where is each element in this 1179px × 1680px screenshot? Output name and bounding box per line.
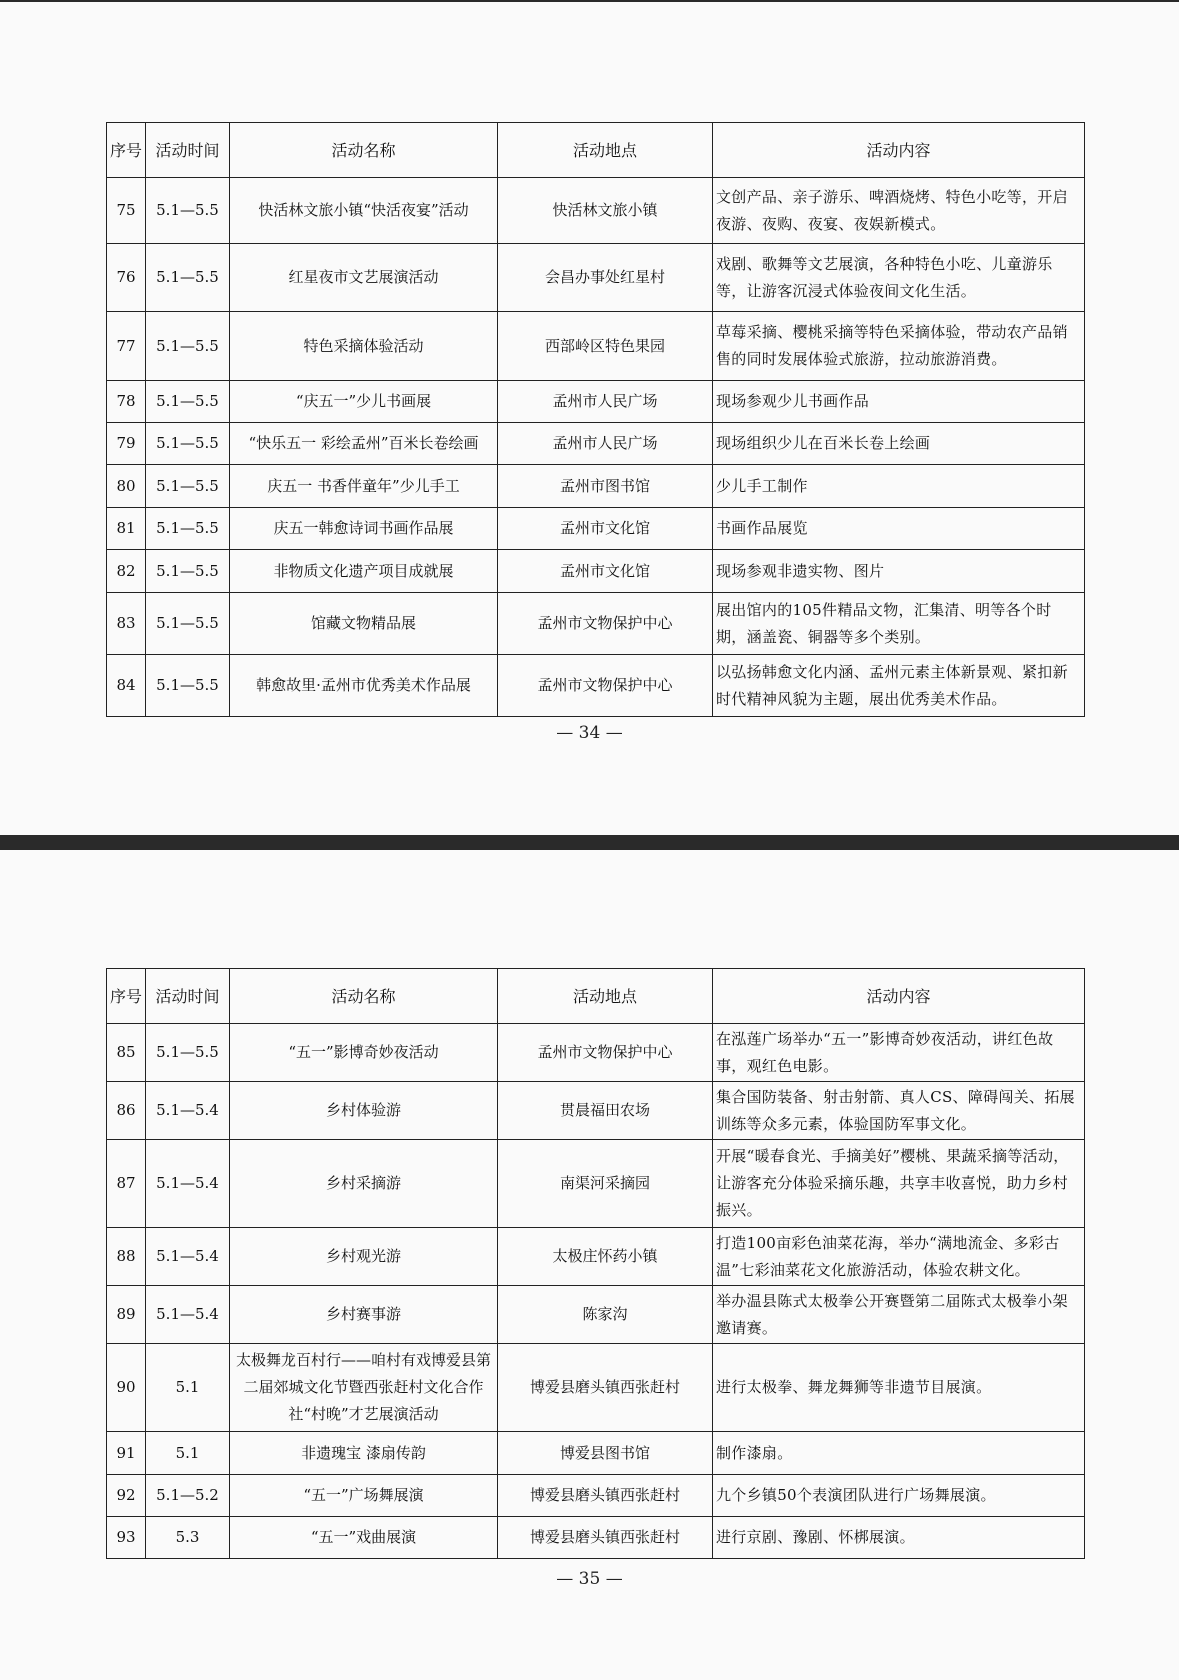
table-row [107, 312, 1085, 381]
table-row [107, 1082, 1085, 1140]
cell-name: 韩愈故里·孟州市优秀美术作品展 [230, 655, 498, 717]
cell-name: “五一”广场舞展演 [230, 1475, 498, 1517]
document-page-34 [0, 2, 1179, 835]
cell-content: 九个乡镇50个表演团队进行广场舞展演。 [713, 1475, 1085, 1517]
cell-time: 5.1—5.5 [146, 508, 230, 550]
cell-name: 乡村赛事游 [230, 1286, 498, 1344]
header-content: 活动内容 [713, 969, 1085, 1024]
table-row [107, 423, 1085, 465]
cell-time: 5.1—5.5 [146, 312, 230, 381]
cell-place: 孟州市图书馆 [498, 465, 713, 508]
cell-no: 78 [107, 381, 146, 423]
cell-name: 太极舞龙百村行——咱村有戏博爱县第二届郊城文化节暨西张赶村文化合作社“村晚”才艺展演活动 [230, 1344, 498, 1432]
cell-content: 在泓莲广场举办“五一”影博奇妙夜活动，讲红色故事，观红色电影。 [713, 1024, 1085, 1082]
cell-content: 文创产品、亲子游乐、啤酒烧烤、特色小吃等，开启夜游、夜购、夜宴、夜娱新模式。 [713, 178, 1085, 244]
header-name: 活动名称 [230, 123, 498, 178]
table-row [107, 1228, 1085, 1286]
cell-name: 乡村观光游 [230, 1228, 498, 1286]
cell-content: 书画作品展览 [713, 508, 1085, 550]
cell-no: 81 [107, 508, 146, 550]
cell-no: 86 [107, 1082, 146, 1140]
cell-name: 乡村体验游 [230, 1082, 498, 1140]
cell-content: 进行京剧、豫剧、怀梆展演。 [713, 1517, 1085, 1559]
cell-content: 制作漆扇。 [713, 1432, 1085, 1475]
cell-no: 89 [107, 1286, 146, 1344]
cell-no: 82 [107, 550, 146, 593]
cell-name: 馆藏文物精品展 [230, 593, 498, 655]
cell-no: 84 [107, 655, 146, 717]
header-name: 活动名称 [230, 969, 498, 1024]
cell-content: 草莓采摘、樱桃采摘等特色采摘体验，带动农产品销售的同时发展体验式旅游，拉动旅游消费。 [713, 312, 1085, 381]
cell-place: 孟州市人民广场 [498, 423, 713, 465]
cell-content: 打造100亩彩色油菜花海，举办“满地流金、多彩古温”七彩油菜花文化旅游活动，体验农耕文化。 [713, 1228, 1085, 1286]
cell-no: 92 [107, 1475, 146, 1517]
cell-content: 现场组织少儿在百米长卷上绘画 [713, 423, 1085, 465]
cell-name: 庆五一 书香伴童年”少儿手工 [230, 465, 498, 508]
cell-time: 5.1—5.5 [146, 244, 230, 312]
cell-name: “庆五一”少儿书画展 [230, 381, 498, 423]
cell-no: 79 [107, 423, 146, 465]
cell-content: 戏剧、歌舞等文艺展演，各种特色小吃、儿童游乐等，让游客沉浸式体验夜间文化生活。 [713, 244, 1085, 312]
header-no: 序号 [107, 123, 146, 178]
cell-place: 孟州市文物保护中心 [498, 593, 713, 655]
cell-place: 南渠河采摘园 [498, 1140, 713, 1228]
cell-place: 快活林文旅小镇 [498, 178, 713, 244]
cell-content: 开展“暖春食光、手摘美好”樱桃、果蔬采摘等活动，让游客充分体验采摘乐趣，共享丰收喜悦，助力乡村振兴。 [713, 1140, 1085, 1228]
cell-content: 现场参观非遗实物、图片 [713, 550, 1085, 593]
cell-time: 5.1—5.4 [146, 1286, 230, 1344]
cell-name: 快活林文旅小镇“快活夜宴”活动 [230, 178, 498, 244]
cell-time: 5.1—5.5 [146, 655, 230, 717]
cell-no: 76 [107, 244, 146, 312]
cell-place: 孟州市文物保护中心 [498, 655, 713, 717]
cell-name: “五一”戏曲展演 [230, 1517, 498, 1559]
cell-name: 非遗瑰宝 漆扇传韵 [230, 1432, 498, 1475]
cell-time: 5.3 [146, 1517, 230, 1559]
cell-name: “五一”影博奇妙夜活动 [230, 1024, 498, 1082]
cell-content: 少儿手工制作 [713, 465, 1085, 508]
cell-content: 以弘扬韩愈文化内涵、孟州元素主体新景观、紧扣新时代精神风貌为主题，展出优秀美术作品。 [713, 655, 1085, 717]
table-row [107, 244, 1085, 312]
cell-place: 孟州市文物保护中心 [498, 1024, 713, 1082]
table-row [107, 465, 1085, 508]
cell-name: 红星夜市文艺展演活动 [230, 244, 498, 312]
cell-place: 孟州市文化馆 [498, 508, 713, 550]
table-row [107, 1475, 1085, 1517]
activity-table [106, 968, 1085, 1559]
cell-place: 孟州市文化馆 [498, 550, 713, 593]
table-row [107, 178, 1085, 244]
table-row [107, 381, 1085, 423]
cell-place: 贯晨福田农场 [498, 1082, 713, 1140]
document-page-35 [0, 850, 1179, 1680]
header-time: 活动时间 [146, 123, 230, 178]
cell-time: 5.1—5.5 [146, 178, 230, 244]
cell-no: 87 [107, 1140, 146, 1228]
cell-place: 西部岭区特色果园 [498, 312, 713, 381]
table-row [107, 1024, 1085, 1082]
cell-no: 88 [107, 1228, 146, 1286]
cell-time: 5.1—5.5 [146, 1024, 230, 1082]
cell-time: 5.1—5.5 [146, 550, 230, 593]
cell-place: 博爱县磨头镇西张赶村 [498, 1517, 713, 1559]
table-row [107, 655, 1085, 717]
cell-time: 5.1—5.5 [146, 423, 230, 465]
cell-place: 会昌办事处红星村 [498, 244, 713, 312]
cell-name: 庆五一韩愈诗词书画作品展 [230, 508, 498, 550]
cell-content: 举办温县陈式太极拳公开赛暨第二届陈式太极拳小架邀请赛。 [713, 1286, 1085, 1344]
cell-content: 进行太极拳、舞龙舞狮等非遗节目展演。 [713, 1344, 1085, 1432]
cell-place: 博爱县磨头镇西张赶村 [498, 1344, 713, 1432]
cell-name: 特色采摘体验活动 [230, 312, 498, 381]
header-no: 序号 [107, 969, 146, 1024]
table-row [107, 508, 1085, 550]
table-row [107, 593, 1085, 655]
activity-table [106, 122, 1085, 717]
cell-time: 5.1—5.5 [146, 381, 230, 423]
cell-time: 5.1—5.5 [146, 593, 230, 655]
cell-name: “快乐五一 彩绘孟州”百米长卷绘画 [230, 423, 498, 465]
cell-no: 80 [107, 465, 146, 508]
cell-no: 90 [107, 1344, 146, 1432]
cell-time: 5.1—5.4 [146, 1082, 230, 1140]
table-row [107, 1432, 1085, 1475]
cell-time: 5.1—5.4 [146, 1228, 230, 1286]
table-row [107, 1140, 1085, 1228]
header-content: 活动内容 [713, 123, 1085, 178]
cell-time: 5.1 [146, 1432, 230, 1475]
cell-time: 5.1—5.4 [146, 1140, 230, 1228]
cell-no: 91 [107, 1432, 146, 1475]
cell-no: 75 [107, 178, 146, 244]
cell-place: 博爱县图书馆 [498, 1432, 713, 1475]
table-header-row [107, 123, 1085, 178]
cell-no: 83 [107, 593, 146, 655]
header-time: 活动时间 [146, 969, 230, 1024]
cell-content: 展出馆内的105件精品文物，汇集清、明等各个时期，涵盖瓷、铜器等多个类别。 [713, 593, 1085, 655]
cell-no: 77 [107, 312, 146, 381]
cell-no: 93 [107, 1517, 146, 1559]
cell-name: 乡村采摘游 [230, 1140, 498, 1228]
page-number: — 35 — [556, 1569, 623, 1589]
cell-place: 太极庄怀药小镇 [498, 1228, 713, 1286]
cell-no: 85 [107, 1024, 146, 1082]
table-row [107, 1286, 1085, 1344]
header-place: 活动地点 [498, 969, 713, 1024]
cell-time: 5.1—5.2 [146, 1475, 230, 1517]
page-number: — 34 — [556, 723, 623, 743]
table-header-row [107, 969, 1085, 1024]
cell-place: 博爱县磨头镇西张赶村 [498, 1475, 713, 1517]
header-place: 活动地点 [498, 123, 713, 178]
cell-time: 5.1 [146, 1344, 230, 1432]
cell-name: 非物质文化遗产项目成就展 [230, 550, 498, 593]
cell-place: 陈家沟 [498, 1286, 713, 1344]
cell-content: 集合国防装备、射击射箭、真人CS、障碍闯关、拓展训练等众多元素，体验国防军事文化。 [713, 1082, 1085, 1140]
table-row [107, 1344, 1085, 1432]
cell-content: 现场参观少儿书画作品 [713, 381, 1085, 423]
table-row [107, 550, 1085, 593]
cell-place: 孟州市人民广场 [498, 381, 713, 423]
table-row [107, 1517, 1085, 1559]
cell-time: 5.1—5.5 [146, 465, 230, 508]
